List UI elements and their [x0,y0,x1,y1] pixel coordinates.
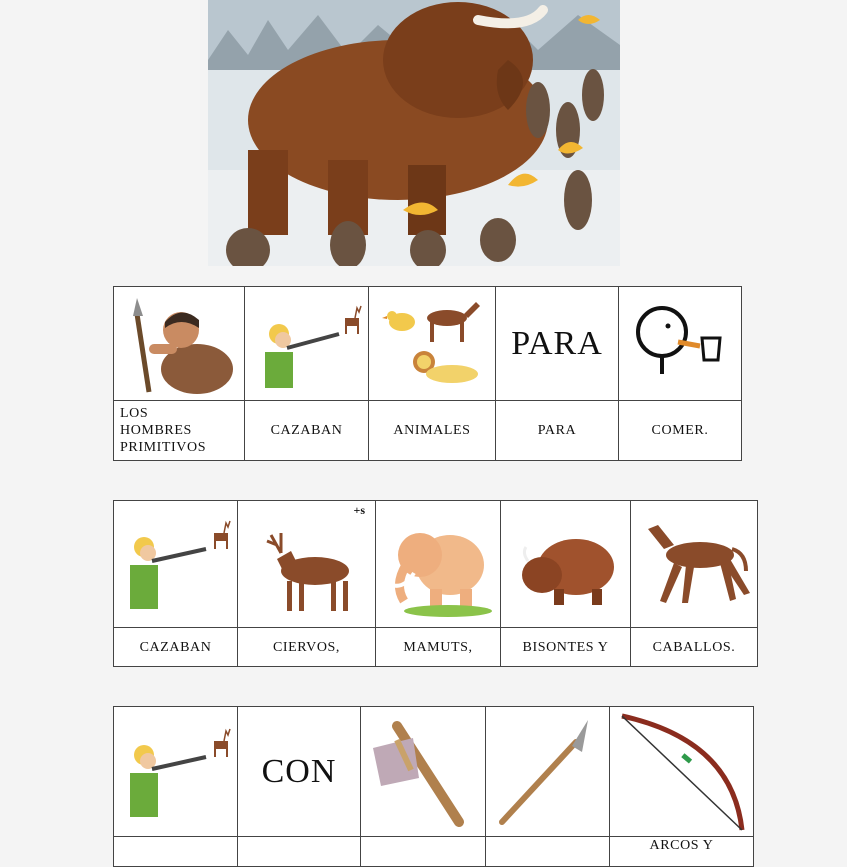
label-row3-cell1 [114,837,238,867]
para-word-cell [496,287,619,401]
label-row3-cell3 [361,837,486,867]
label-row3-cell4 [486,837,610,867]
label-ciervos: CIERVOS, [238,628,376,667]
label-animales: ANIMALES [369,401,496,461]
mammoth-hunt-illustration [208,0,620,266]
label-row3-cell2 [238,837,361,867]
bow-icon [610,707,754,837]
caveman-with-spear-icon [114,287,245,401]
horse-icon [631,501,758,628]
con-word: CON [261,752,337,790]
label-caballos: CABALLOS. [631,628,758,667]
label-los-hombres-primitivos: LOS HOMBRES PRIMITIVOS [114,401,245,461]
animals-bird-horse-lion-icon [369,287,496,401]
label-mamuts: MAMUTS, [376,628,501,667]
pictogram-row-1 [113,286,742,461]
para-word: PARA [511,324,603,362]
con-word-cell [238,707,361,837]
label-para: PARA [496,401,619,461]
mammoth-icon [376,501,501,628]
stone-axe-icon [361,707,486,837]
pictogram-row-2 [113,500,758,667]
label-cazaban: CAZABAN [245,401,369,461]
hunter-aiming-at-deer-icon [114,501,238,628]
bison-icon [501,501,631,628]
label-bisontes-y: BISONTES Y [501,628,631,667]
person-eating-icon [619,287,742,401]
deer-icon [238,501,376,628]
hunter-aiming-at-deer-icon [245,287,369,401]
hunter-aiming-at-deer-icon [114,707,238,837]
pictogram-row-3 [113,706,754,867]
label-arcos-y: ARCOS Y [610,837,754,867]
label-cazaban: CAZABAN [114,628,238,667]
plural-marker: +s [353,503,365,517]
label-comer: COMER. [619,401,742,461]
spear-icon [486,707,610,837]
